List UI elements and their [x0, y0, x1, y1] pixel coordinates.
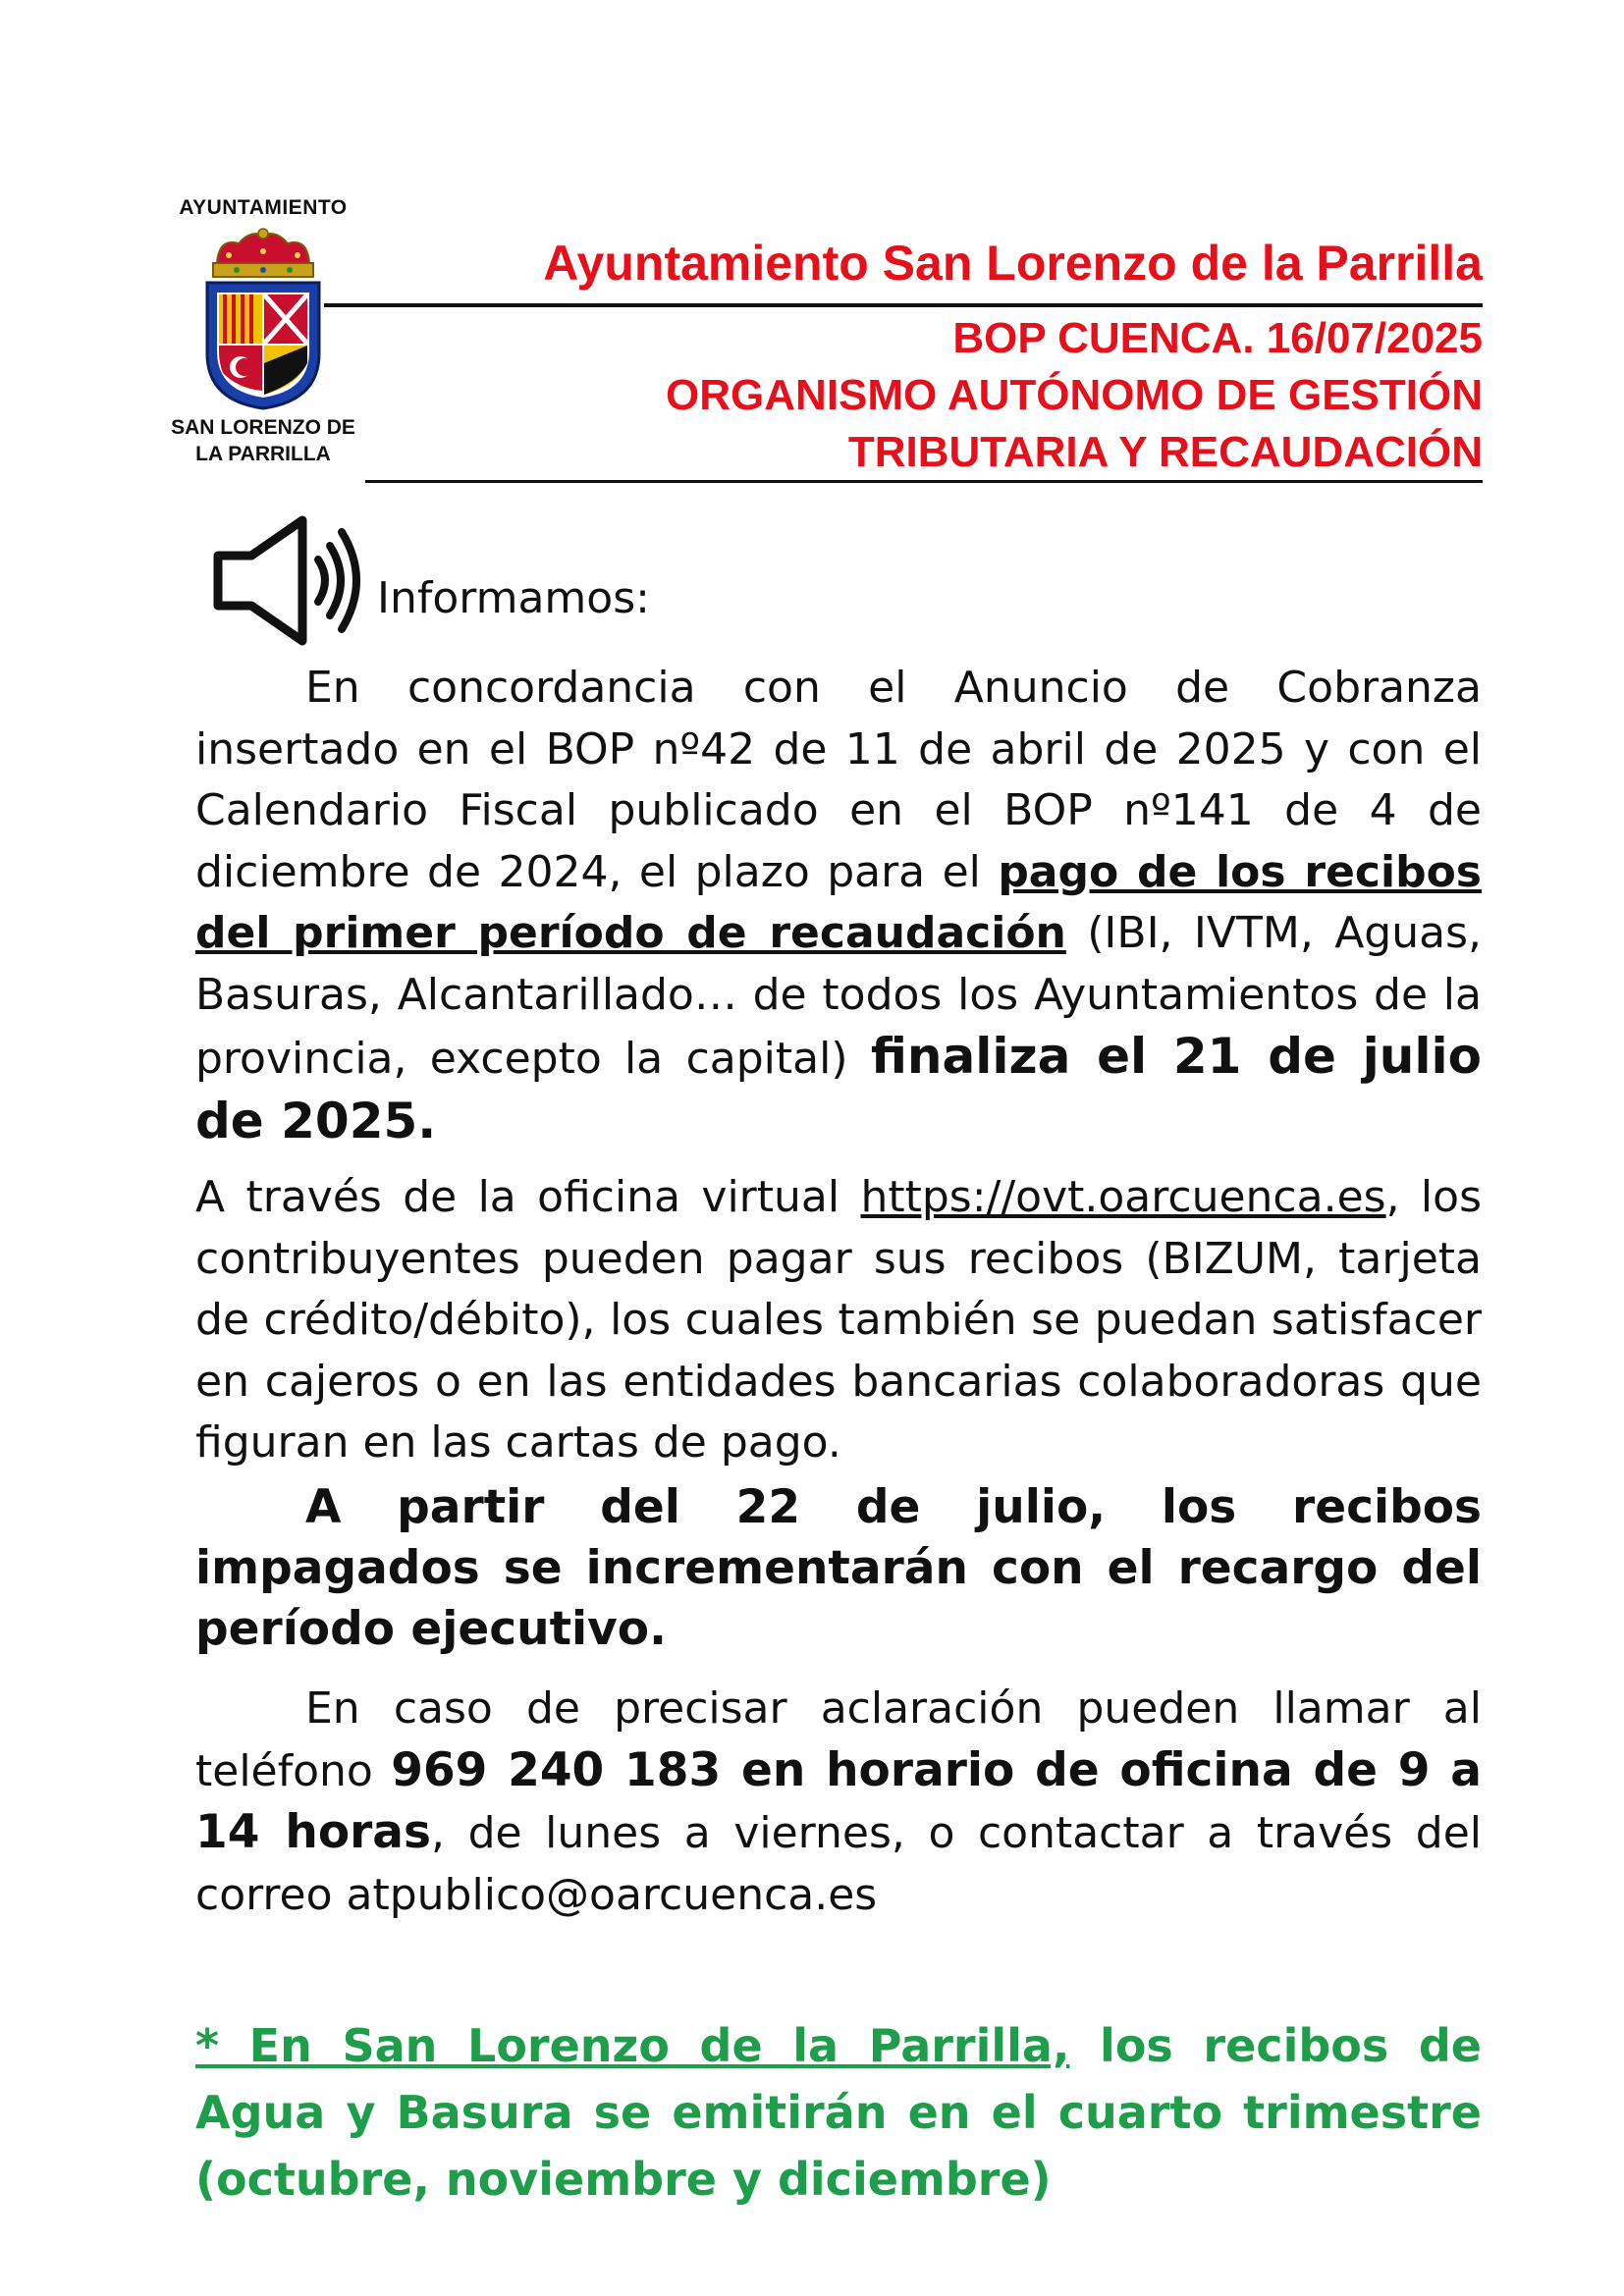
organism-line-1: ORGANISMO AUTÓNOMO DE GESTIÓN — [666, 371, 1483, 419]
p1-deadline: finaliza el 21 de julio de 2025. — [195, 1028, 1482, 1149]
virtual-office-link[interactable]: https://ovt.oarcuenca.es — [860, 1172, 1386, 1222]
header-subtitle-block — [666, 310, 1483, 481]
virtual-office-paragraph — [195, 1167, 1482, 1474]
intro-heading: Informamos: — [377, 573, 650, 623]
header-divider-top — [324, 303, 1483, 307]
contact-paragraph — [195, 1679, 1482, 1926]
municipal-logo — [165, 196, 361, 467]
organism-line-2: TRIBUTARIA Y RECAUDACIÓN — [847, 428, 1483, 476]
p4-text-2: , de lunes a viernes, o contactar a través del correo atpublico@oarcuenca.es — [195, 1808, 1482, 1920]
page-title: Ayuntamiento San Lorenzo de la Parrilla — [543, 236, 1483, 291]
speaker-volume-icon — [208, 514, 365, 647]
coat-of-arms-logo — [199, 226, 327, 412]
p1-payment-period: pago de los recibos del primer período de recaudación — [195, 846, 1482, 958]
shield-icon — [207, 283, 319, 408]
surcharge-warning: A partir del 22 de julio, los recibos impagados se incrementarán con el recargo del período ejecutivo. — [195, 1480, 1482, 1656]
header-divider-bottom — [365, 480, 1483, 483]
local-note-place: * En San Lorenzo de la Parrilla, — [195, 2019, 1070, 2072]
bop-date-line: BOP CUENCA. 16/07/2025 — [952, 314, 1483, 362]
logo-bottom-text — [165, 414, 361, 467]
logo-bottom-line-1: SAN LORENZO DE — [171, 416, 355, 439]
phone-hours: 969 240 183 en horario de oficina de 9 a 14 horas — [195, 1742, 1482, 1859]
p2-text-1: A través de la oficina virtual — [195, 1172, 861, 1222]
p4-text-1: En caso de precisar aclaración pueden llamar al teléfono — [195, 1683, 1482, 1796]
logo-top-text: AYUNTAMIENTO — [179, 196, 348, 219]
p1-text-2: (IBI, IVTM, Aguas, Basuras, Alcantarillado… de todos los Ayuntamientos de la provincia, excepto la capital) — [195, 908, 1482, 1084]
p2-text-2: , los contribuyentes pueden pagar sus recibos (BIZUM, tarjeta de crédito/débito), los cuales también se puedan satisfacer en cajeros o en las entidades bancarias colaboradoras que figuran en las cartas de pago. — [195, 1172, 1482, 1468]
collection-deadline-paragraph — [195, 658, 1482, 1154]
local-note-text: los recibos de Agua y Basura se emitirán en el cuarto trimestre (octubre, noviembre y diciembre) — [195, 2019, 1482, 2206]
p1-text-1: En concordancia con el Anuncio de Cobranza insertado en el BOP nº42 de 11 de abril de 2025 y con el Calendario Fiscal publicado en el BOP nº141 de 4 de diciembre de 2024, el plazo para el — [195, 663, 1482, 897]
crown-icon — [213, 229, 313, 277]
logo-bottom-line-2: LA PARRILLA — [195, 443, 331, 465]
local-note — [195, 2012, 1482, 2213]
